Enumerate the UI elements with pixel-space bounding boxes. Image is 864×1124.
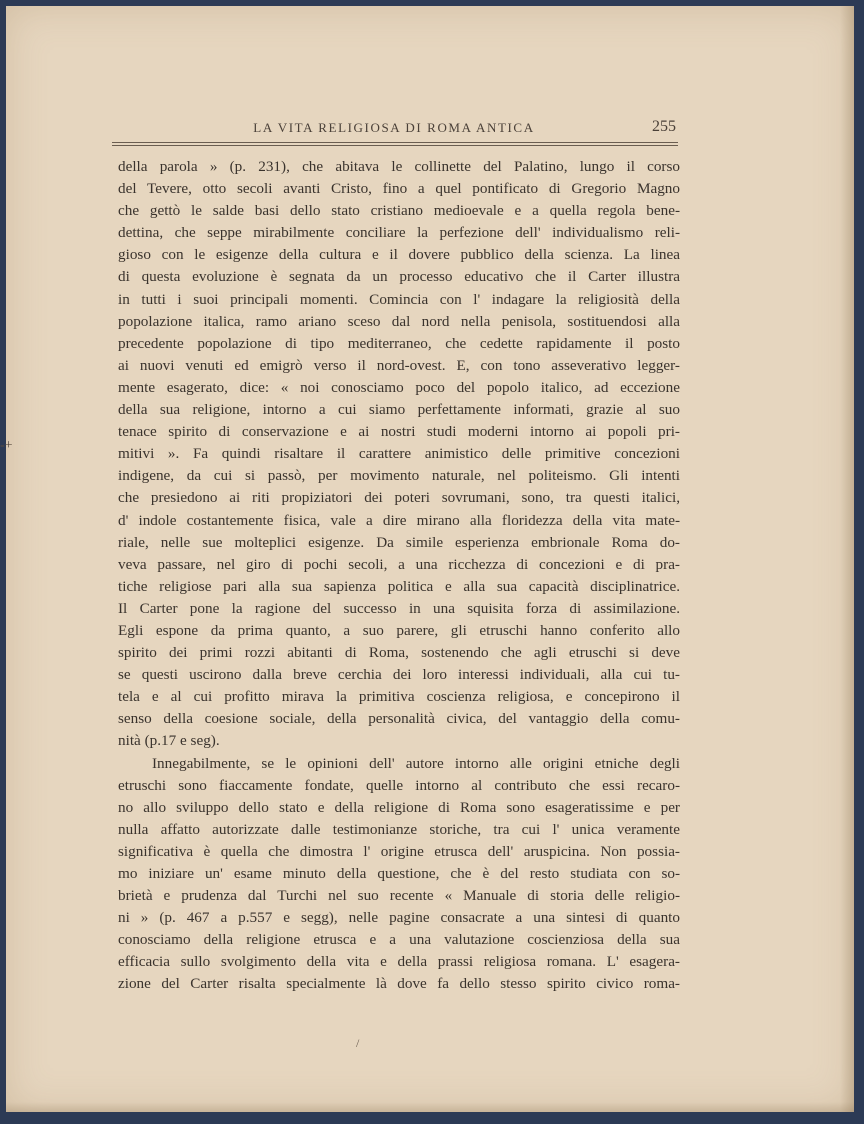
text-line: popolazione italica, ramo ariano sceso dal nord nella penisola, sostituendosi alla: [118, 312, 680, 330]
header-rule-bottom: [112, 145, 678, 146]
text-line: spirito dei primi rozzi abitanti di Roma, sostenendo che agli etruschi si deve: [118, 644, 680, 662]
text-line: efficacia sullo svolgimento della vita e della prassi religiosa romana. L' esagera-: [118, 953, 680, 971]
text-line: del Tevere, otto secoli avanti Cristo, fino a quel pontificato di Gregorio Magno: [118, 180, 680, 198]
text-line: no allo sviluppo dello stato e della religione di Roma sono esageratissime e per: [118, 798, 680, 816]
text-line: di questa evoluzione è segnata da un processo educativo che il Carter illustra: [118, 268, 680, 286]
text-line: ai nuovi venuti ed emigrò verso il nord-ovest. E, con tono asseverativo legger-: [118, 356, 680, 374]
header-rule-top: [112, 142, 678, 143]
text-line: Innegabilmente, se le opinioni dell' autore intorno alle origini etniche degli: [152, 754, 680, 772]
text-line: in tutti i suoi principali momenti. Comincia con l' indagare la religiosità della: [118, 290, 680, 308]
text-line: mo iniziare un' esame minuto della questione, che è del resto studiata con so-: [118, 865, 680, 882]
text-line: brietà e prudenza dal Turchi nel suo recente « Manuale di storia delle religio-: [118, 887, 680, 905]
text-line: che gettò le salde basi dello stato cristiano medioevale e a quella regola bene-: [118, 202, 680, 220]
body-text: [118, 156, 680, 996]
text-line: se questi uscirono dalla breve cerchia dei loro interessi individuali, alla cui tu-: [118, 666, 680, 684]
text-line: della parola » (p. 231), che abitava le collinette del Palatino, lungo il corso: [118, 158, 680, 175]
running-head: [112, 118, 676, 142]
text-line: veva passare, nel giro di pochi secoli, a una ricchezza di concezioni e di pra-: [118, 555, 680, 573]
text-line: tiche religiose pari alla sua sapienza politica e alla sua capacità disciplinatrice.: [118, 577, 680, 595]
running-title: LA VITA RELIGIOSA DI ROMA ANTICA: [253, 120, 535, 135]
page-bottom-shadow: [6, 1102, 854, 1112]
text-line: senso della coesione sociale, della personalità civica, del vantaggio della comu-: [118, 710, 680, 728]
text-line: riale, nelle sue molteplici esigenze. Da simile esperienza embrionale Roma do-: [118, 533, 680, 551]
stray-mark: /: [356, 1036, 360, 1050]
text-line: Il Carter pone la ragione del successo in una squisita forza di assimilazione.: [118, 599, 680, 617]
text-line: zione del Carter risalta specialmente là dove fa dello stesso spirito civico roma-: [118, 975, 680, 993]
text-line: Egli espone da prima quanto, a suo parere, gli etruschi hanno conferito allo: [118, 621, 680, 639]
text-line: mitivi ». Fa quindi risaltare il carattere animistico delle primitive concezioni: [118, 445, 680, 463]
text-line: che presiedono ai riti propiziatori dei poteri sovrumani, sono, tra questi italici,: [118, 489, 680, 507]
text-line: mente esagerato, dice: « noi conosciamo poco del popolo italico, ad eccezione: [118, 378, 680, 396]
text-line: gioso con le esigenze della cultura e il dovere pubblico della scienza. La linea: [118, 246, 680, 264]
page-number: 255: [652, 118, 676, 135]
text-line: d' indole costantemente fisica, vale a dire mirano alla floridezza della vita mate-: [118, 511, 680, 529]
text-line: tela e al cui profitto mirava la primitiva coscienza religiosa, e concepirono il: [118, 688, 680, 706]
page-edge-shadow: [840, 6, 854, 1112]
margin-mark: -+: [0, 438, 13, 453]
text-line: della sua religione, intorno a cui siamo perfettamente informati, grazie al suo: [118, 401, 680, 419]
text-line: indigene, da cui si passò, per movimento naturale, nel politeismo. Gli intenti: [118, 467, 680, 485]
text-line: tenace spirito di conservazione e ai nostri studi moderni intorno ai popoli pri-: [118, 423, 680, 441]
text-line: precedente popolazione di tipo mediterraneo, che cedette rapidamente il posto: [118, 334, 680, 352]
text-line: ni » (p. 467 a p.557 e segg), nelle pagine consacrate a una sintesi di quanto: [118, 909, 680, 927]
text-line: nità (p.17 e seg).: [118, 732, 220, 750]
text-line: etruschi sono fiaccamente fondate, quelle intorno al contributo che essi recaro-: [118, 776, 680, 794]
text-line: dettina, che seppe mirabilmente conciliare la perfezione dell' individualismo reli-: [118, 224, 680, 242]
text-line: significativa è quella che dimostra l' origine etrusca dell' aruspicina. Non possia-: [118, 842, 680, 860]
text-line: conosciamo della religione etrusca e a una valutazione coscienziosa della sua: [118, 931, 680, 949]
text-line: nulla affatto autorizzate dalle testimonianze storiche, tra cui l' unica veramente: [118, 820, 680, 838]
